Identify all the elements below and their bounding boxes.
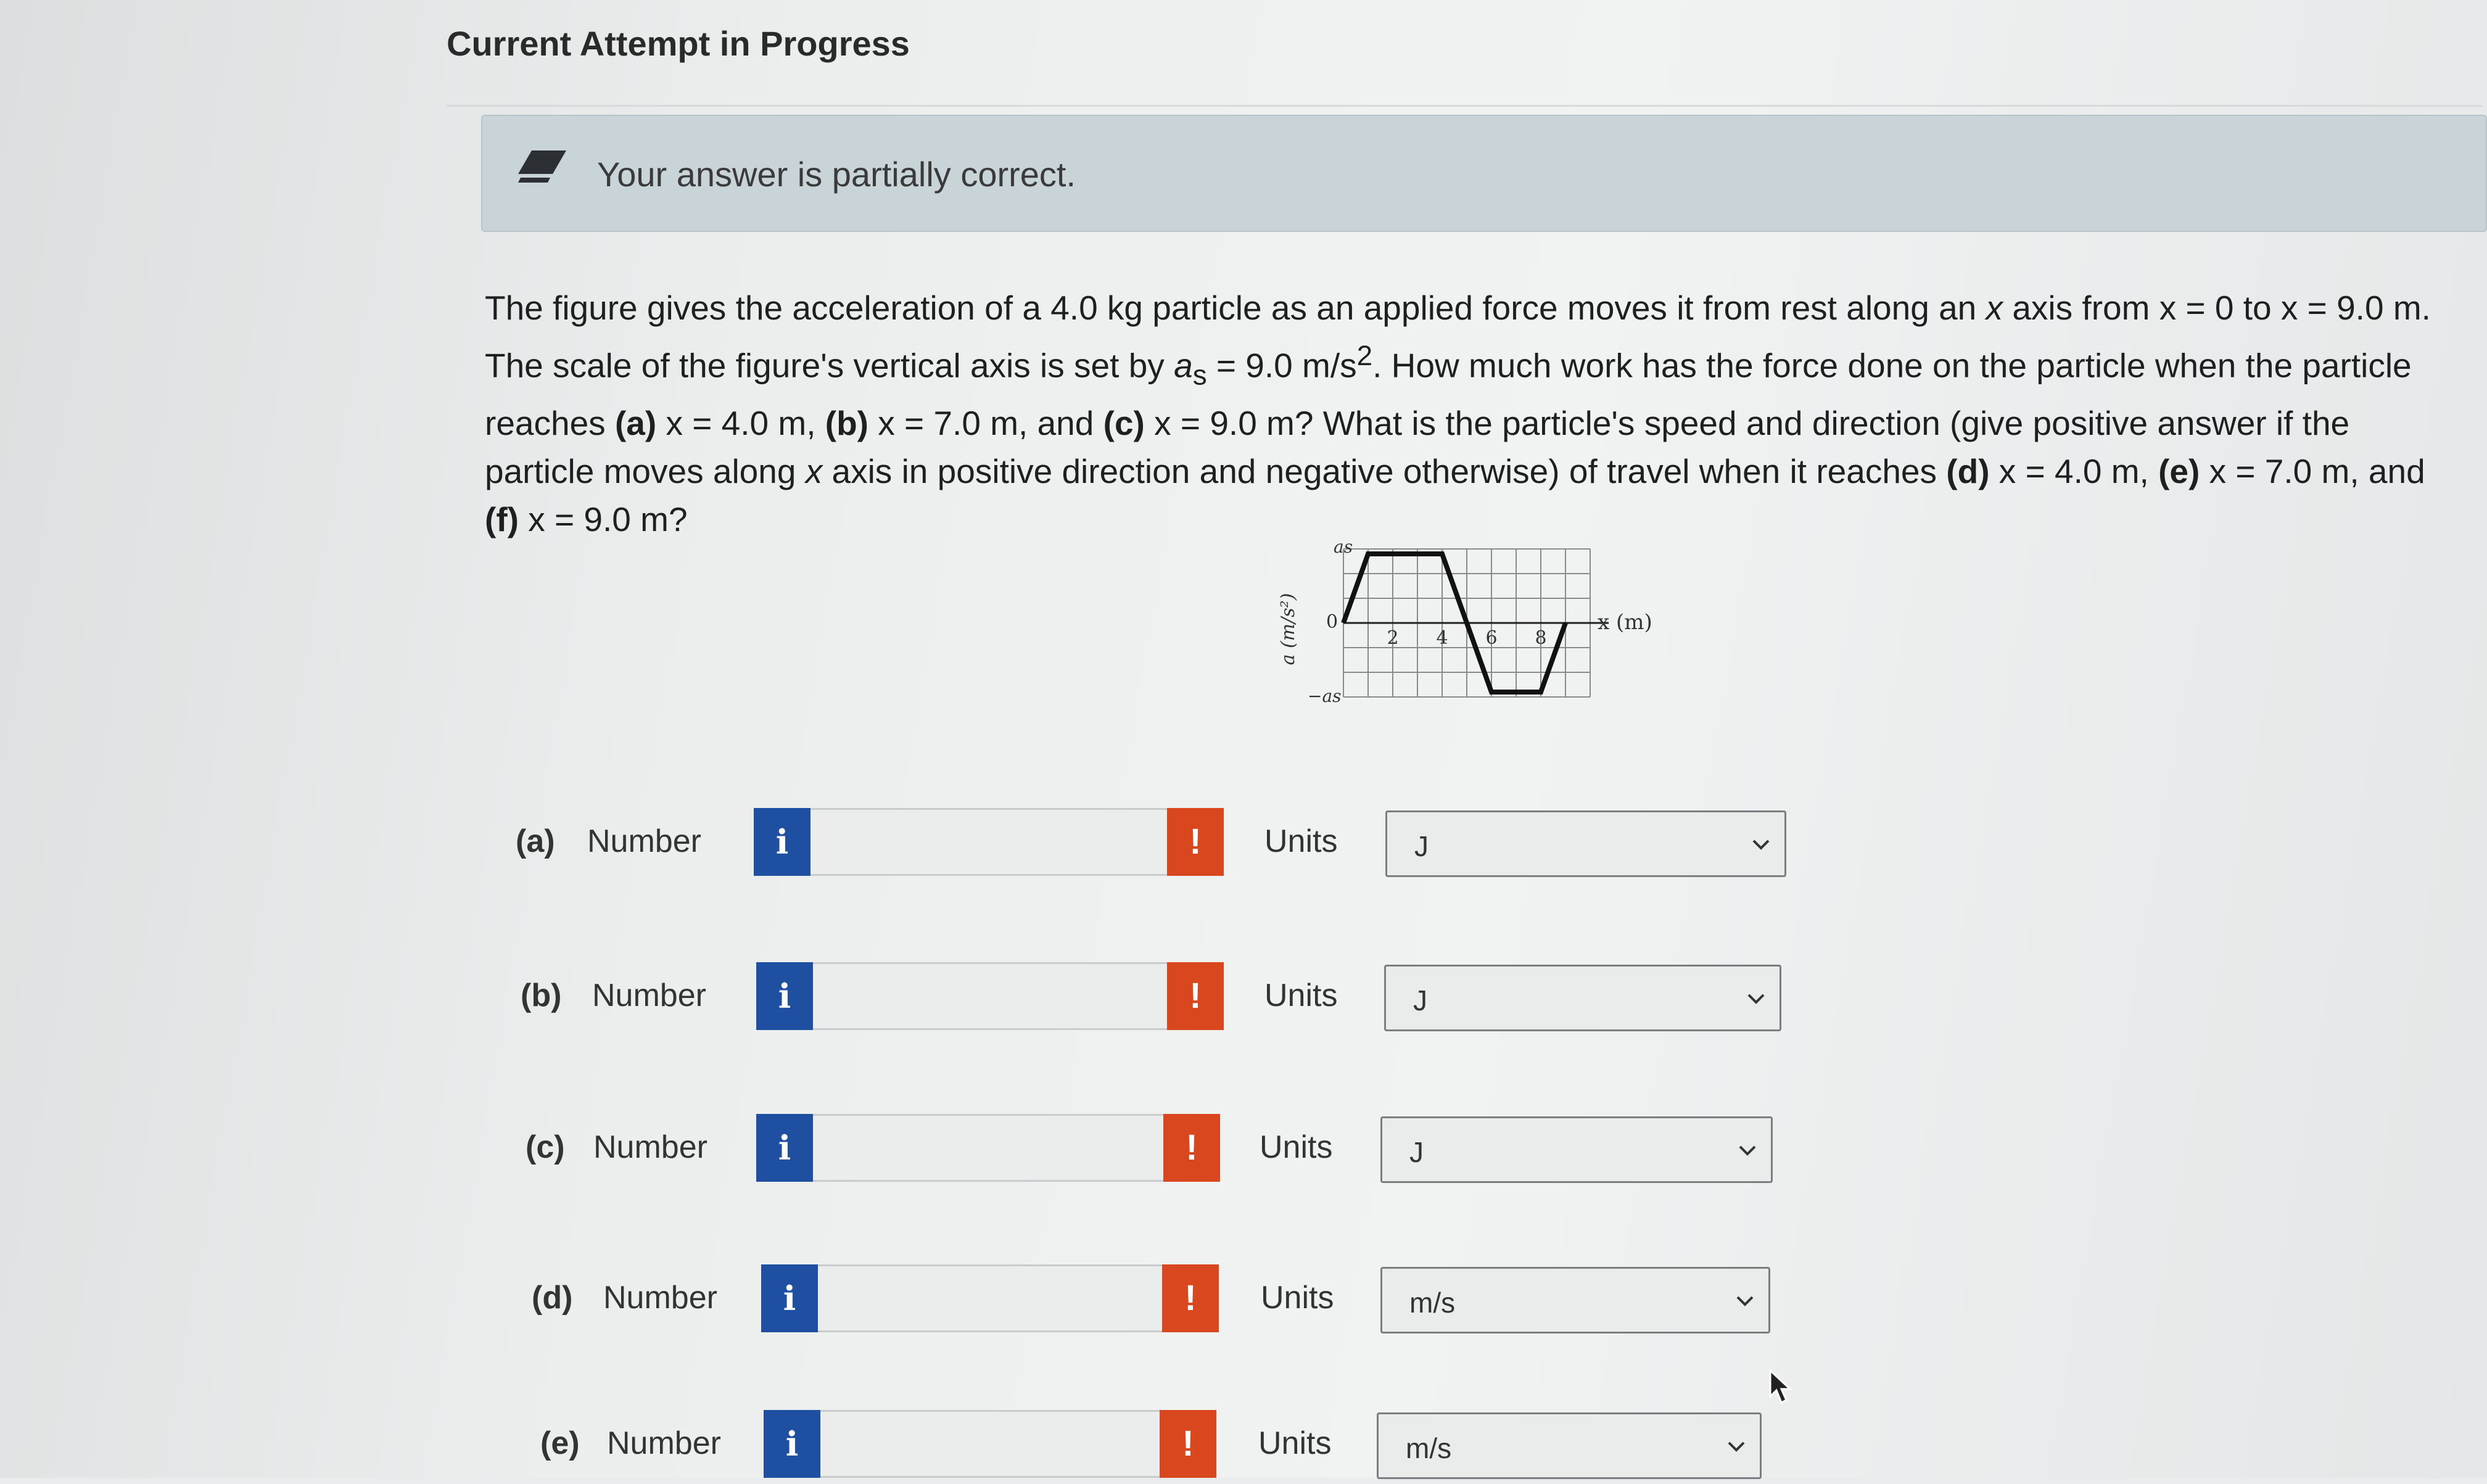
number-input[interactable] xyxy=(813,1114,1163,1182)
feedback-banner xyxy=(481,115,2487,232)
eraser-icon xyxy=(514,147,570,190)
number-label: Number xyxy=(607,1425,721,1461)
number-label: Number xyxy=(592,978,706,1013)
y-tick-bottom: −as xyxy=(1308,686,1342,706)
x-axis-label: x (m) xyxy=(1598,610,1652,635)
answer-row xyxy=(0,1264,2487,1338)
y-axis-label: a (m/s²) xyxy=(1277,593,1299,666)
x-tick-label: 2 xyxy=(1387,627,1399,649)
units-value: J xyxy=(1409,1136,1424,1168)
divider xyxy=(447,105,2482,107)
alert-icon: ! xyxy=(1167,808,1224,876)
number-label: Number xyxy=(587,823,701,859)
units-select[interactable] xyxy=(1385,810,1786,877)
number-input[interactable] xyxy=(818,1264,1162,1332)
info-button[interactable]: i xyxy=(761,1264,818,1332)
y-tick-zero: 0 xyxy=(1326,611,1338,633)
units-value: J xyxy=(1414,830,1429,862)
chevron-down-icon xyxy=(1751,835,1771,854)
units-select[interactable] xyxy=(1377,1412,1762,1479)
number-input[interactable] xyxy=(813,962,1167,1030)
part-label: (c) xyxy=(526,1129,565,1165)
number-label: Number xyxy=(603,1280,717,1316)
feedback-text: Your answer is partially correct. xyxy=(597,155,1076,194)
chevron-down-icon xyxy=(1746,989,1766,1008)
answer-row xyxy=(0,1410,2487,1484)
units-label: Units xyxy=(1264,978,1338,1013)
units-select[interactable] xyxy=(1380,1116,1773,1183)
answer-row xyxy=(0,1114,2487,1188)
alert-icon: ! xyxy=(1167,962,1224,1030)
units-select[interactable] xyxy=(1384,965,1781,1031)
mouse-cursor-icon xyxy=(1768,1369,1792,1406)
info-button[interactable]: i xyxy=(764,1410,820,1478)
info-button[interactable]: i xyxy=(756,1114,813,1182)
units-label: Units xyxy=(1264,823,1338,859)
number-input[interactable] xyxy=(820,1410,1161,1478)
y-tick-top: as xyxy=(1334,537,1353,557)
alert-icon: ! xyxy=(1160,1410,1216,1478)
units-select[interactable] xyxy=(1380,1267,1770,1334)
question-text: The figure gives the acceleration of a 4.0 kg particle as an applied force moves it from rest along an x axis from x = 0 to x = 9.0 m. The scale of the figure's vertical axis is set by $a_s = 9.0$ $m/s^2$. How much work has the force done on the particle when the particle reaches (a) x = 4.0 m, (b) x = 7.0 m, and (c) x = 9.0 m? What is the particle's speed and direction (give positive answer if the particle moves along x axis in positive direction and negative otherwise) of travel when it reaches (d) x = 4.0 m, (e) x = 7.0 m, and (f) x = 9.0 m? xyxy=(485,289,2431,539)
x-tick-label: 6 xyxy=(1485,627,1498,649)
x-tick-label: 4 xyxy=(1436,627,1448,649)
chevron-down-icon xyxy=(1735,1291,1755,1311)
answer-row xyxy=(0,808,2487,882)
x-tick-label: 8 xyxy=(1535,627,1547,649)
number-label: Number xyxy=(593,1129,707,1165)
units-value: J xyxy=(1413,984,1427,1016)
number-input[interactable] xyxy=(810,808,1167,876)
units-label: Units xyxy=(1260,1129,1333,1165)
answer-row xyxy=(0,962,2487,1036)
chevron-down-icon xyxy=(1726,1437,1746,1456)
alert-icon: ! xyxy=(1162,1264,1219,1332)
units-label: Units xyxy=(1258,1425,1332,1461)
units-label: Units xyxy=(1261,1280,1334,1316)
page-title: Current Attempt in Progress xyxy=(447,24,910,63)
alert-icon: ! xyxy=(1163,1114,1220,1182)
acceleration-graph xyxy=(1264,530,1696,728)
part-label: (b) xyxy=(521,978,562,1013)
info-button[interactable]: i xyxy=(754,808,810,876)
info-button[interactable]: i xyxy=(756,962,813,1030)
units-value: m/s xyxy=(1406,1432,1452,1464)
part-label: (d) xyxy=(532,1280,573,1316)
chevron-down-icon xyxy=(1738,1140,1757,1160)
part-label: (a) xyxy=(516,823,555,859)
part-label: (e) xyxy=(540,1425,580,1461)
units-value: m/s xyxy=(1409,1287,1456,1319)
graph-grid xyxy=(1343,549,1609,697)
